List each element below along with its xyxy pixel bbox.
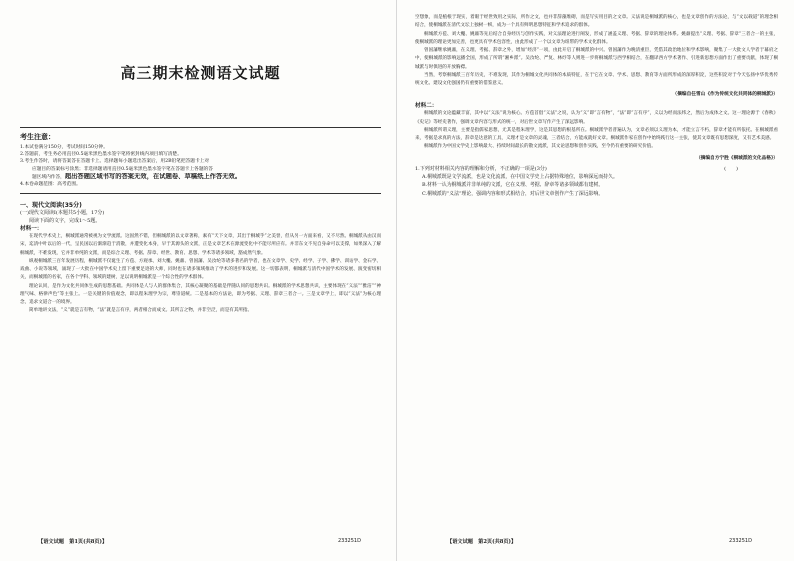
question-1 — [415, 165, 778, 173]
subsection-title: (一)现代文阅读Ⅰ(本题共5小题，17分) — [20, 210, 105, 217]
note-highlight: 超出答题区域书写的答案无效，在试题卷、草稿纸上作答无效。 — [64, 172, 242, 180]
passage-paragraph: 在现代学术史上，桐城派通常被视为文学流派。这固然不错，但桐城派的以文章著称，素有“天下文章，其出于桐城乎”之美誉，但从另一方面来看，又不尽然。桐城派从由汉而宋，迄清中叶以后的一代，呈民国以后渐渐趋于消散，并遭变化本身，早于其源头的文派，正是文章艺术在源流变化中不能尽所应有。并非东文不见自身命可以支撑，如果深入了解桐城派，不难发现，它并非单纯的文派，而是综合义理、考据、辞章、经世、教育、思想、学术等诸多领域，豁成然气象。 — [20, 234, 381, 256]
footer-page-label: 【语文试题 第1页(共8页)】 — [38, 539, 108, 545]
section-title: 一、现代文阅读(35分) — [20, 202, 82, 210]
passage-paragraph: 理论认同，是作为文化共同体生成的思想基础。共同体是人与人的群体集合，其核心凝聚的基础是伴随认同的思想共识。桐城派的学术思想共识，主要体现在“义法”“雅洁”“神理气味、格律声色”等主张上。一是关键的价值观念，即以程朱理学为宗，尊崇道统。二是基本的方法论，即为考据、义理、辞章三者合一。三是文章学上，即以“义法”为核心理念，追求文道合一的境界。 — [20, 283, 381, 306]
passage-paragraph: 纵观桐城派三百年发展历程，桐城派不仅诞生了方苞、方观承、刘大櫆、姚鼐、曾国藩、吴汝纶等诸多著名的学者，也在文章学、史学、经学、子学、佛学、训诂学、金石学、戏曲、小说等领域，涌现了一大批在中国学术史上留下重要足迹的大师，同时也在诸多领域推动了学术的进步和发展。这一切都表明，桐城派与清代中国学术的发展、演变密切相关，而桐城派的名家，在各个学科、领域的建树，足以说明桐城派是一个综合性的学术群体。 — [20, 258, 381, 281]
note-line-3: 3.考生作答时，请将答案答在答题卡上。选择题每小题选出答案后，用2B铅笔把答题卡上对 — [20, 159, 210, 165]
note-line-6: 4.本卷命题范围：高考范围。 — [20, 182, 81, 188]
passage-paragraph: 简单地讲文法，“义”就是言有物，“法”就是言有序，两者相合而成文。其所言之物，并非空泛，而是有其所指。 — [29, 308, 253, 314]
page-footer — [38, 538, 361, 545]
passage-paragraph: 曾国藩继承姚鼐，在义理、考据、辞章之外，增加“经济”一项，由此开启了桐城派的中兴。曾国藩作为晚清重臣，凭借其政治地位和学术影响，聚集了一大批文人学者于幕府之中，使桐城派的影响远播全国，形成了所谓“湘乡派”。吴汝纶、严复、林纾等人则进一步将桐城派与西学相结合，在翻译西方学术著作、引进新思想方面作出了重要贡献，体现了桐城派与时俱进的开放胸襟。 — [415, 48, 778, 70]
notes-rule — [20, 193, 381, 194]
material-one-label: 材料一： — [20, 226, 43, 233]
note-line-5 — [20, 173, 381, 181]
passage-paragraph: 当然，考察桐城派三百年历史，不难发现，其作为桐城文化共同体的本质特征，在于它在文章、学术、思想、教育等方面所形成的深厚积淀，这些积淀对于今天弘扬中华优秀传统文化、建设文化强国仍有重要的借鉴意义。 — [415, 72, 778, 86]
page-footer — [447, 538, 752, 545]
reading-instruction: 阅读下面的文字，完成1～5题。 — [29, 217, 101, 224]
question-1-stem: 1.下列对材料相关内容的理解和分析，不正确的一项是(3分) — [415, 165, 547, 172]
source-citation-one: （摘编自任雪山《作为传统文化共同体的桐城派》） — [672, 92, 778, 98]
source-citation-two: （摘编自方宁胜《桐城派的文化品格》） — [695, 155, 778, 161]
notes-title: 考生注意： — [20, 133, 55, 141]
answer-blank: ( ) — [724, 165, 738, 172]
option-a: A.桐城派既是文学流派，也是文化流派，在中国文学史上占据特殊地位，影响深远而持久。 — [422, 173, 618, 180]
note-line-4: 应题目的答案标号涂黑；非选择题请用直径0.5毫米黑色墨水签字笔在答题卡上各题的答 — [32, 166, 213, 172]
right-page — [397, 0, 794, 561]
option-c: C.桐城派的“义法”理论，强调内容和形式相结合，对后世文章创作产生了深远影响。 — [422, 190, 604, 197]
header-rule — [20, 127, 381, 128]
footer-exam-code: 233251D — [729, 538, 752, 544]
passage-paragraph: 桐城派方苞、刘大櫆、姚鼐等先后结合自身经历与创作实践，对义法理论进行阐发，形成了涵盖义理、考据、辞章的理论体系。姚鼐提出“义理、考据、辞章”三者合一的主张，使桐城派的理论更加完善，也更具有学术包容性，由此形成了一个以文章为纽带的学术文化群体。 — [415, 31, 778, 45]
passage-paragraph: 桐城派的文论蕴藏丰富，其中以“义法”说为核心。方苞首倡“义法”之说，认为“义”即“言有物”，“法”即“言有序”，义以为经而法纬之，然后为成体之文。这一理论源于《春秋》《史记》等经史著作，强调文章内容与形式的统一，对后世文章写作产生了深远影响。 — [415, 111, 778, 125]
footer-page-label: 【语文试题 第2页(共8页)】 — [447, 539, 517, 545]
exam-title: 高三期末检测语文试题 — [120, 64, 281, 82]
material-two-label: 材料二： — [415, 103, 438, 110]
passage-paragraph: 桐城派所谓义理，主要是指儒家思想，尤其是程朱理学，这是其思想的根基所在。桐城派学者普遍认为，文章必须以义理为本，才能立言不朽，辞章才能有所依托。在桐城派看来，考据是求真的方法，辞章是达意的工具，义理才是文章的灵魂，三者结合，方能成就好文章。桐城派作家在创作中始终践行这一主张，使其文章既有思想深度，又有艺术美感。 — [415, 127, 778, 141]
passage-paragraph: 桐城派作为中国文学史上影响最大、持续时间最长的散文流派，其文论思想和创作实践，至今仍有重要的研究价值。 — [424, 144, 656, 150]
option-b: B.材料一认为桐城派并非单纯的文派，它在义理、考据、辞章等诸多领域都有建树。 — [422, 182, 604, 189]
passage-paragraph: 空想象，而是植根于现实，着眼于经世致用之实际，所作之文，也并非辞藻堆砌，而是写实用目的之文章。义法说是桐城派的核心，也是文章创作的方法论，与“文以载道”的理念相结合，使桐城派在清代文坛上独树一帜，成为一个具有鲜明思想特征和学术追求的群体。 — [415, 15, 778, 29]
note-line-1: 1.本试卷满分150分，考试时间150分钟。 — [20, 145, 108, 150]
footer-exam-code: 233251D — [338, 538, 361, 544]
note-highlight-prefix: 题区域内作答， — [32, 174, 65, 180]
note-line-2: 2.答题前，考生务必用直径0.5毫米黑色墨水签字笔将密封线内项目填写清楚。 — [20, 152, 182, 158]
